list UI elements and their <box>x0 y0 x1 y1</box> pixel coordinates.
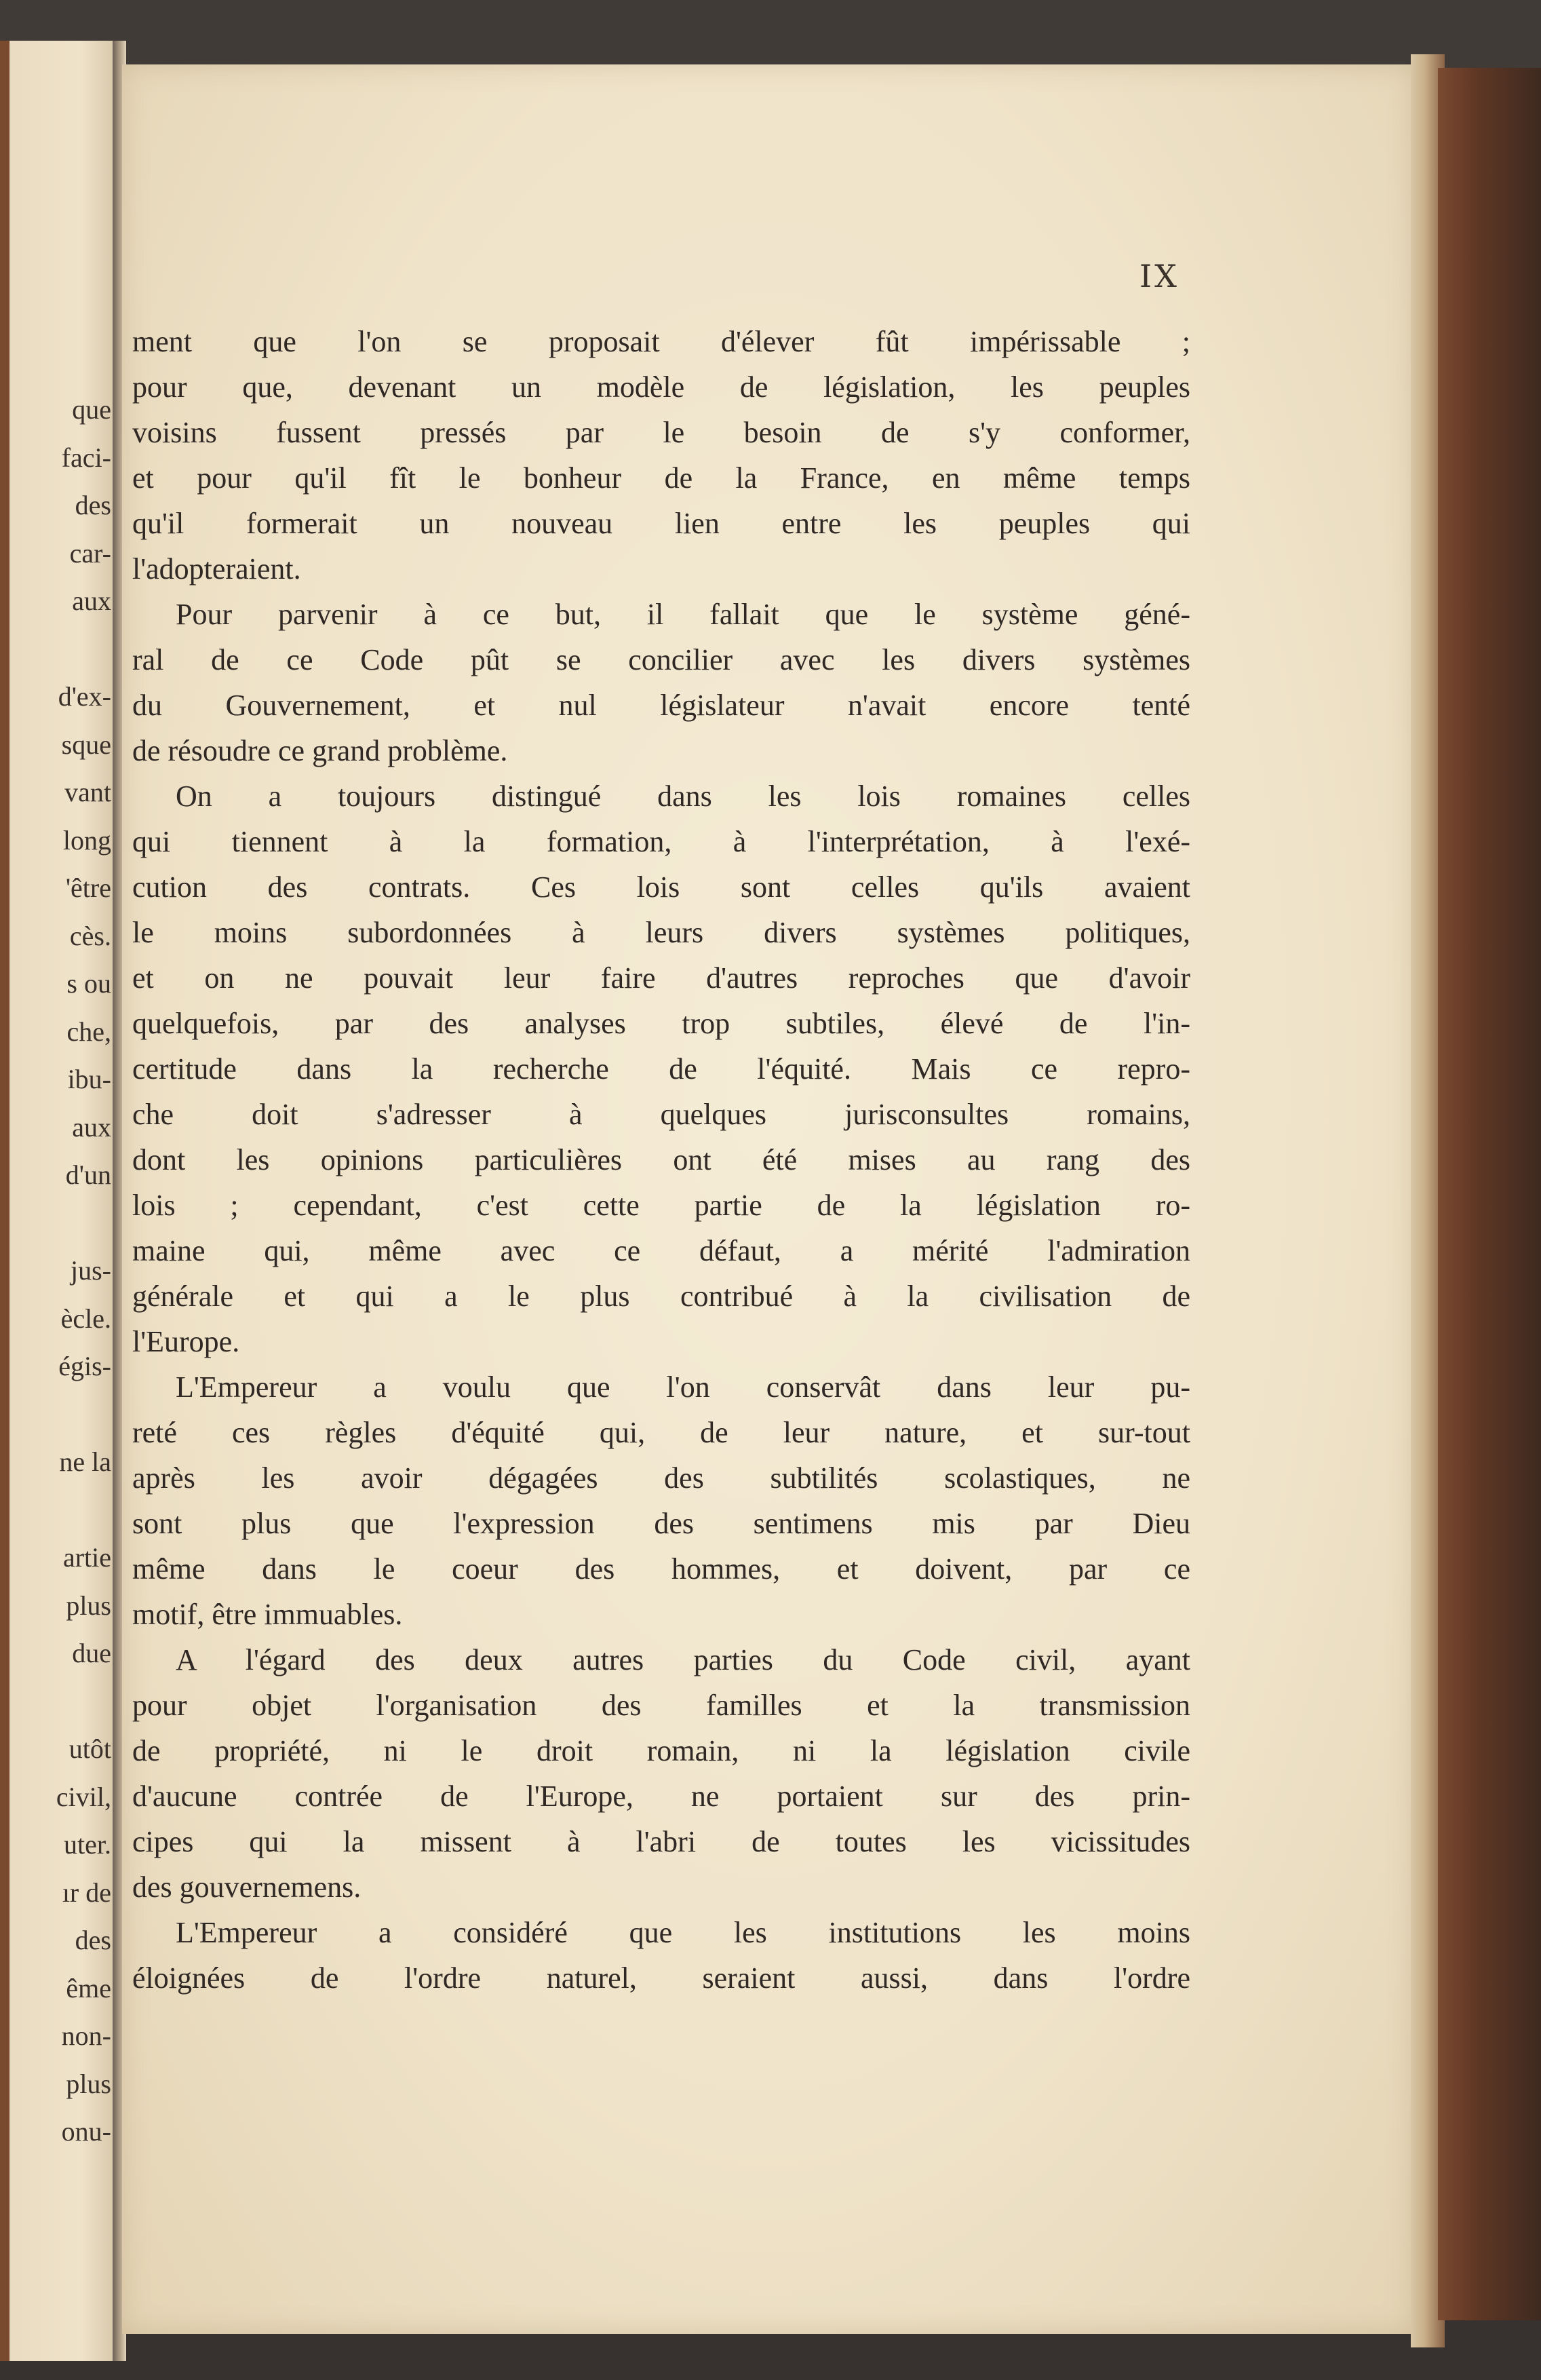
text-line: quelquefois, par des analyses trop subtiles, élevé de l'in- <box>132 1007 1190 1040</box>
paragraph <box>132 1637 1190 1910</box>
left-margin-fragment: cès. <box>69 920 111 951</box>
left-margin-fragment: 'être <box>65 872 111 903</box>
text-line: lois ; cependant, c'est cette partie de la législation ro- <box>132 1189 1190 1222</box>
left-margin-fragment: ır de <box>62 1877 111 1908</box>
text-line: après les avoir dégagées des subtilités scolastiques, ne <box>132 1461 1190 1495</box>
left-margin-fragment: plus <box>66 1590 111 1621</box>
text-line: de propriété, ni le droit romain, ni la législation civile <box>132 1734 1190 1767</box>
left-margin-fragment: égis- <box>58 1351 111 1381</box>
left-margin-fragment: jus- <box>71 1255 111 1286</box>
left-margin-fragment: des <box>75 1925 111 1955</box>
left-margin-fragment: que <box>72 394 111 425</box>
text-line: l'Europe. <box>132 1325 240 1358</box>
text-line: qu'il formerait un nouveau lien entre les peuples qui <box>132 507 1190 540</box>
left-margin-fragment: plus <box>66 2068 111 2099</box>
page-number: IX <box>1139 258 1179 294</box>
left-margin-fragment: che, <box>66 1016 111 1047</box>
text-line: l'adopteraient. <box>132 552 301 586</box>
text-line: de résoudre ce grand problème. <box>132 734 508 767</box>
right-cover-edge <box>1438 68 1541 2320</box>
left-margin-fragment: sque <box>61 729 111 760</box>
text-line: pour que, devenant un modèle de législation, les peuples <box>132 370 1190 404</box>
text-line: générale et qui a le plus contribué à la civilisation de <box>132 1280 1190 1313</box>
left-margin-fragment: faci- <box>61 442 111 473</box>
text-line: dont les opinions particulières ont été mises au rang des <box>132 1143 1190 1176</box>
left-margin-fragment: civil, <box>56 1781 111 1812</box>
text-line: éloignées de l'ordre naturel, seraient aussi, dans l'ordre <box>132 1961 1190 1995</box>
text-line: sont plus que l'expression des sentimens mis par Dieu <box>132 1507 1190 1540</box>
text-line: certitude dans la recherche de l'équité. Mais ce repro- <box>132 1052 1190 1086</box>
left-margin-fragment: vant <box>64 777 111 807</box>
left-facing-page <box>0 41 117 2361</box>
body-text <box>132 319 1190 2001</box>
text-line: reté ces règles d'équité qui, de leur nature, et sur-tout <box>132 1416 1190 1449</box>
text-line: d'aucune contrée de l'Europe, ne portaient sur des prin- <box>132 1780 1190 1813</box>
left-margin-fragment: ibu- <box>67 1064 111 1094</box>
text-line: et on ne pouvait leur faire d'autres reproches que d'avoir <box>132 961 1190 995</box>
paragraph <box>132 592 1190 773</box>
text-line: cution des contrats. Ces lois sont celles qu'ils avaient <box>132 870 1190 904</box>
left-margin-fragment: d'ex- <box>58 681 111 712</box>
paragraph <box>132 1910 1190 2001</box>
left-margin-fragment: ne la <box>59 1446 111 1477</box>
left-margin-fragment: utôt <box>69 1733 111 1764</box>
text-line: et pour qu'il fît le bonheur de la France, en même temps <box>132 461 1190 495</box>
left-margin-fragment: d'un <box>65 1159 111 1190</box>
left-margin-fragment: due <box>72 1638 111 1668</box>
text-line: Pour parvenir à ce but, il fallait que le système géné- <box>176 598 1190 631</box>
text-line: du Gouvernement, et nul législateur n'avait encore tenté <box>132 689 1190 722</box>
left-margin-fragment: long <box>62 824 111 856</box>
text-line: pour objet l'organisation des familles et la transmission <box>132 1689 1190 1722</box>
text-line: ral de ce Code pût se concilier avec les divers systèmes <box>132 643 1190 676</box>
text-line: qui tiennent à la formation, à l'interprétation, à l'exé- <box>132 825 1190 858</box>
paragraph <box>132 319 1190 592</box>
left-margin-fragment: onu- <box>61 2116 111 2147</box>
text-line: ment que l'on se proposait d'élever fût impérissable ; <box>132 325 1190 358</box>
left-cover-edge <box>0 41 9 2361</box>
left-margin-fragment: ècle. <box>60 1303 111 1334</box>
left-margin-fragment: non- <box>61 2020 111 2051</box>
text-line: le moins subordonnées à leurs divers systèmes politiques, <box>132 916 1190 949</box>
text-line: même dans le coeur des hommes, et doivent, par ce <box>132 1552 1190 1586</box>
text-line: motif, être immuables. <box>132 1598 403 1631</box>
text-line: A l'égard des deux autres parties du Code civil, ayant <box>176 1643 1190 1676</box>
left-margin-fragment: ême <box>66 1972 111 2003</box>
text-line: che doit s'adresser à quelques jurisconsultes romains, <box>132 1098 1190 1131</box>
left-margin-fragment: s ou <box>66 968 111 999</box>
left-margin-fragment: car- <box>69 537 111 569</box>
left-margin-fragment: aux <box>72 1111 111 1143</box>
paragraph <box>132 1364 1190 1637</box>
paragraph <box>132 773 1190 1364</box>
text-line: cipes qui la missent à l'abri de toutes les vicissitudes <box>132 1825 1190 1858</box>
left-margin-fragment: des <box>75 490 111 520</box>
text-line: L'Empereur a voulu que l'on conservât dans leur pu- <box>176 1370 1190 1404</box>
left-margin-fragment: aux <box>72 586 111 616</box>
text-line: L'Empereur a considéré que les institutions les moins <box>176 1916 1190 1949</box>
text-line: On a toujours distingué dans les lois romaines celles <box>176 780 1190 813</box>
text-line: maine qui, même avec ce défaut, a mérité l'admiration <box>132 1234 1190 1267</box>
left-margin-fragment: artie <box>62 1542 111 1573</box>
text-line: des gouvernemens. <box>132 1870 362 1904</box>
left-margin-fragment: uter. <box>64 1829 111 1860</box>
text-line: voisins fussent pressés par le besoin de s'y conformer, <box>132 416 1190 449</box>
